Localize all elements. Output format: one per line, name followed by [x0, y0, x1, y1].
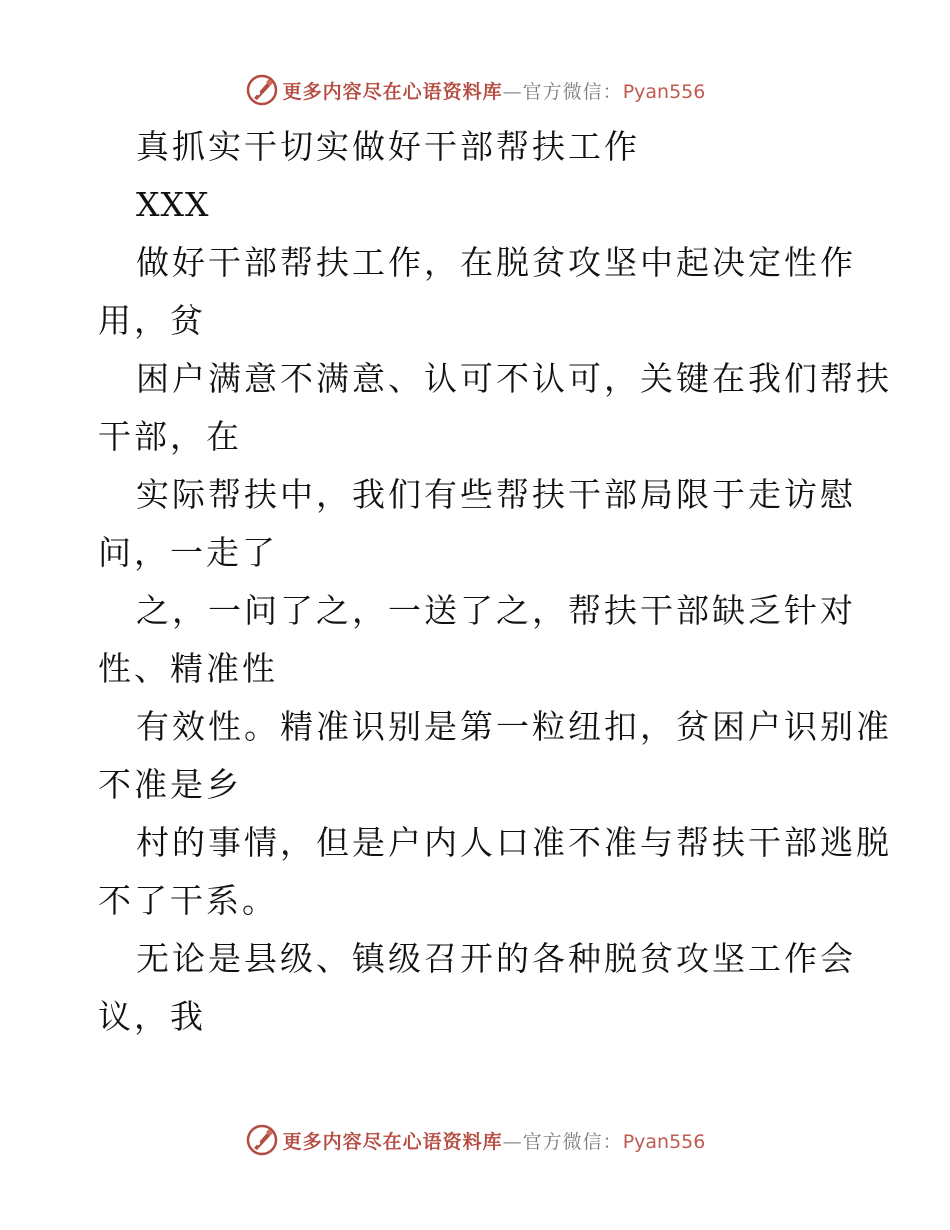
watermark-site-text: 更多内容尽在心语资料库 — [282, 80, 503, 103]
header-watermark — [0, 70, 950, 110]
paragraph-line: 做好干部帮扶工作，在脱贫攻坚中起决定性作 — [136, 243, 856, 282]
paragraph-line: 困户满意不满意、认可不认可，关键在我们帮扶 — [136, 359, 892, 398]
watermark-text — [283, 1127, 706, 1154]
paragraph-line: 村的事情，但是户内人口准不准与帮扶干部逃脱 — [136, 823, 892, 862]
paragraph-line: 实际帮扶中，我们有些帮扶干部局限于走访慰 — [136, 475, 856, 514]
pen-circle-logo-icon — [245, 73, 279, 107]
paragraph-line: 干部，在 — [98, 417, 242, 456]
paragraph-line: 有效性。精准识别是第一粒纽扣，贫困户识别准 — [136, 707, 892, 746]
watermark-site-text: 更多内容尽在心语资料库 — [282, 1130, 503, 1153]
paragraph-line: 无论是县级、镇级召开的各种脱贫攻坚工作会 — [136, 939, 856, 978]
watermark-dash: — — [502, 80, 523, 103]
footer-watermark — [0, 1120, 950, 1160]
paragraph-line: 不了干系。 — [98, 881, 278, 920]
paragraph-line: 问，一走了 — [98, 533, 278, 572]
watermark-text — [283, 77, 706, 104]
paragraph-line: 议，我 — [98, 997, 206, 1036]
watermark-wechat-label: 官方微信： — [522, 1130, 623, 1153]
document-author: XXX — [136, 185, 210, 224]
watermark-wechat-id: Pyan556 — [622, 1130, 706, 1153]
document-body — [98, 118, 892, 1046]
watermark-wechat-label: 官方微信： — [522, 80, 623, 103]
paragraph-line: 之，一问了之，一送了之，帮扶干部缺乏针对 — [136, 591, 856, 630]
paragraph-line: 不准是乡 — [98, 765, 242, 804]
document-title: 真抓实干切实做好干部帮扶工作 — [136, 127, 640, 166]
paragraph-line: 用，贫 — [98, 301, 206, 340]
watermark-dash: — — [502, 1130, 523, 1153]
paragraph-line: 性、精准性 — [98, 649, 278, 688]
watermark-wechat-id: Pyan556 — [622, 80, 706, 103]
pen-circle-logo-icon — [245, 1123, 279, 1157]
